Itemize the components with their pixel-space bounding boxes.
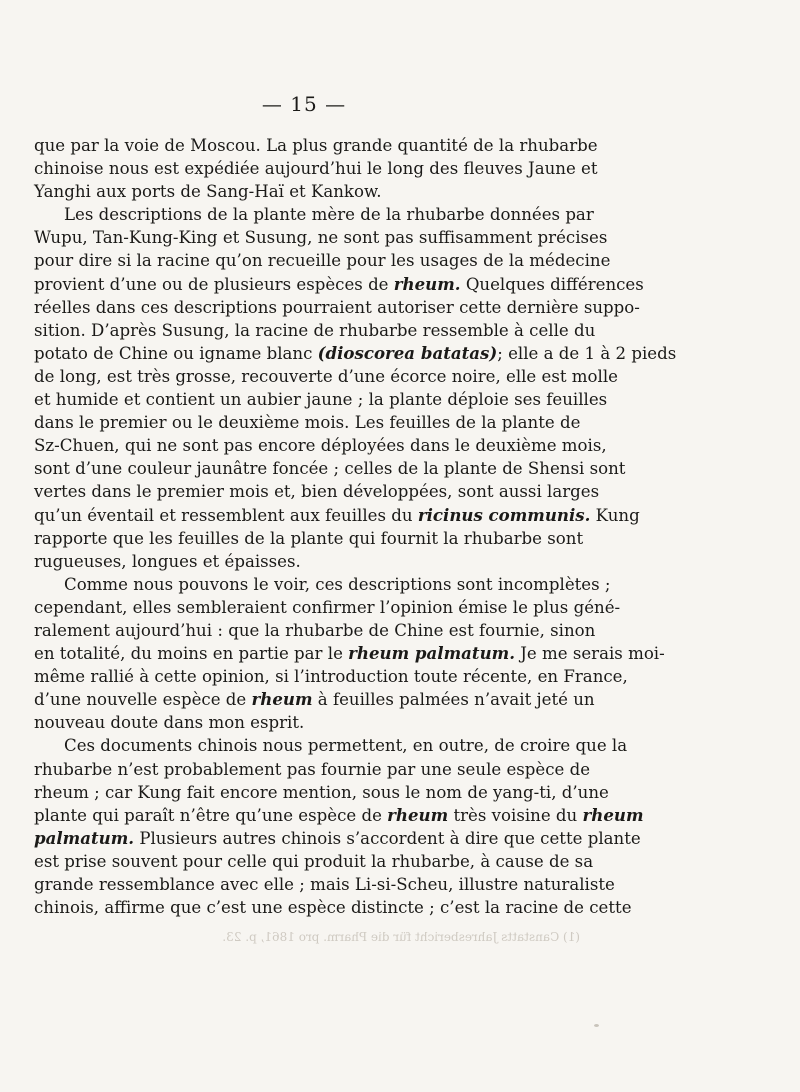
- text-fragment: plante qui paraît n’être qu’une espèce de: [34, 805, 388, 825]
- text-line: nouveau doute dans mon esprit.: [34, 713, 305, 733]
- text-line: dans le premier ou le deuxième mois. Les feuilles de la plante de: [34, 413, 581, 433]
- text-line: rugueuses, longues et épaisses.: [34, 551, 301, 571]
- body-text: [34, 134, 677, 919]
- text-line: pour dire si la racine qu’on recueille pour les usages de la médecine: [34, 251, 611, 271]
- text-line: [34, 804, 644, 827]
- text-line: Comme nous pouvons le voir, ces descriptions sont incomplètes ;: [64, 574, 611, 594]
- text-fragment: Plusieurs autres chinois s’accordent à dire que cette plante: [134, 828, 641, 848]
- text-line: même rallié à cette opinion, si l’introduction toute récente, en France,: [34, 667, 628, 687]
- text-fragment: Kung: [590, 505, 640, 525]
- text-line: Les descriptions de la plante mère de la rhubarbe données par: [64, 205, 594, 225]
- text-line: réelles dans ces descriptions pourraient autoriser cette dernière suppo-: [34, 297, 640, 317]
- text-line: [34, 273, 644, 296]
- text-line: [34, 642, 665, 665]
- text-fragment: qu’un éventail et ressemblent aux feuilles du: [34, 505, 418, 525]
- text-line: [34, 504, 640, 527]
- text-fragment: potato de Chine ou igname blanc: [34, 343, 318, 363]
- page-number: — 15 —: [261, 92, 347, 116]
- text-line: que par la voie de Moscou. La plus grande quantité de la rhubarbe: [34, 136, 598, 155]
- text-line: Sz-Chuen, qui ne sont pas encore déployées dans le deuxième mois,: [34, 436, 607, 456]
- text-fragment: très voisine du: [448, 805, 583, 825]
- text-line: sont d’une couleur jaunâtre foncée ; celles de la plante de Shensi sont: [34, 459, 626, 479]
- text-line: rheum ; car Kung fait encore mention, sous le nom de yang-ti, d’une: [34, 782, 609, 802]
- text-line: est prise souvent pour celle qui produit la rhubarbe, à cause de sa: [34, 851, 594, 871]
- text-line: [34, 827, 641, 850]
- text-fragment: en totalité, du moins en partie par le: [34, 644, 349, 664]
- italic-term: rheum palmatum.: [348, 643, 515, 664]
- text-line: Yanghi aux ports de Sang-Haï et Kankow.: [34, 182, 382, 202]
- text-line: chinois, affirme que c’est une espèce distincte ; c’est la racine de cette: [34, 898, 632, 918]
- text-line: [34, 342, 677, 365]
- text-line: ralement aujourd’hui : que la rhubarbe de Chine est fournie, sinon: [34, 620, 596, 640]
- text-fragment: d’une nouvelle espèce de: [34, 690, 252, 710]
- text-line: grande ressemblance avec elle ; mais Li-si-Scheu, illustre naturaliste: [34, 875, 615, 894]
- text-line: et humide et contient un aubier jaune ; la plante déploie ses feuilles: [34, 390, 608, 410]
- italic-term: ricinus communis.: [417, 504, 591, 525]
- page-speck: [594, 1024, 599, 1027]
- italic-term: palmatum.: [34, 827, 135, 848]
- text-line: vertes dans le premier mois et, bien développées, sont aussi larges: [34, 482, 600, 502]
- text-line: rhubarbe n’est probablement pas fournie par une seule espèce de: [34, 759, 591, 779]
- text-line: Ces documents chinois nous permettent, en outre, de croire que la: [64, 736, 628, 756]
- italic-term: rheum: [251, 689, 313, 710]
- text-line: chinoise nous est expédiée aujourd’hui le long des fleuves Jaune et: [34, 159, 598, 179]
- text-line: sition. D’après Susung, la racine de rhubarbe ressemble à celle du: [34, 320, 596, 340]
- text-line: Wupu, Tan-Kung-King et Susung, ne sont pas suffisamment précises: [34, 228, 608, 248]
- text-fragment: ; elle a de 1 à 2 pieds: [497, 343, 677, 363]
- italic-term: rheum: [582, 804, 644, 825]
- text-line: [34, 688, 595, 711]
- text-fragment: Je me serais moi-: [514, 644, 665, 664]
- italic-term: rheum: [387, 804, 449, 825]
- text-fragment: Quelques différences: [460, 274, 644, 294]
- italic-term: rheum.: [393, 273, 461, 294]
- text-fragment: à feuilles palmées n’avait jeté un: [312, 690, 595, 710]
- italic-term: (dioscorea batatas): [317, 342, 498, 363]
- text-line: rapporte que les feuilles de la plante qui fournit la rhubarbe sont: [34, 528, 584, 548]
- bleed-through-footnote: (1) Canstatts Jahresbericht für die Pharm. pro 1861, p. 23.: [222, 930, 580, 944]
- text-fragment: provient d’une ou de plusieurs espèces de: [34, 274, 394, 294]
- text-line: cependant, elles sembleraient confirmer l’opinion émise le plus géné-: [34, 597, 621, 617]
- text-line: de long, est très grosse, recouverte d’une écorce noire, elle est molle: [34, 366, 618, 386]
